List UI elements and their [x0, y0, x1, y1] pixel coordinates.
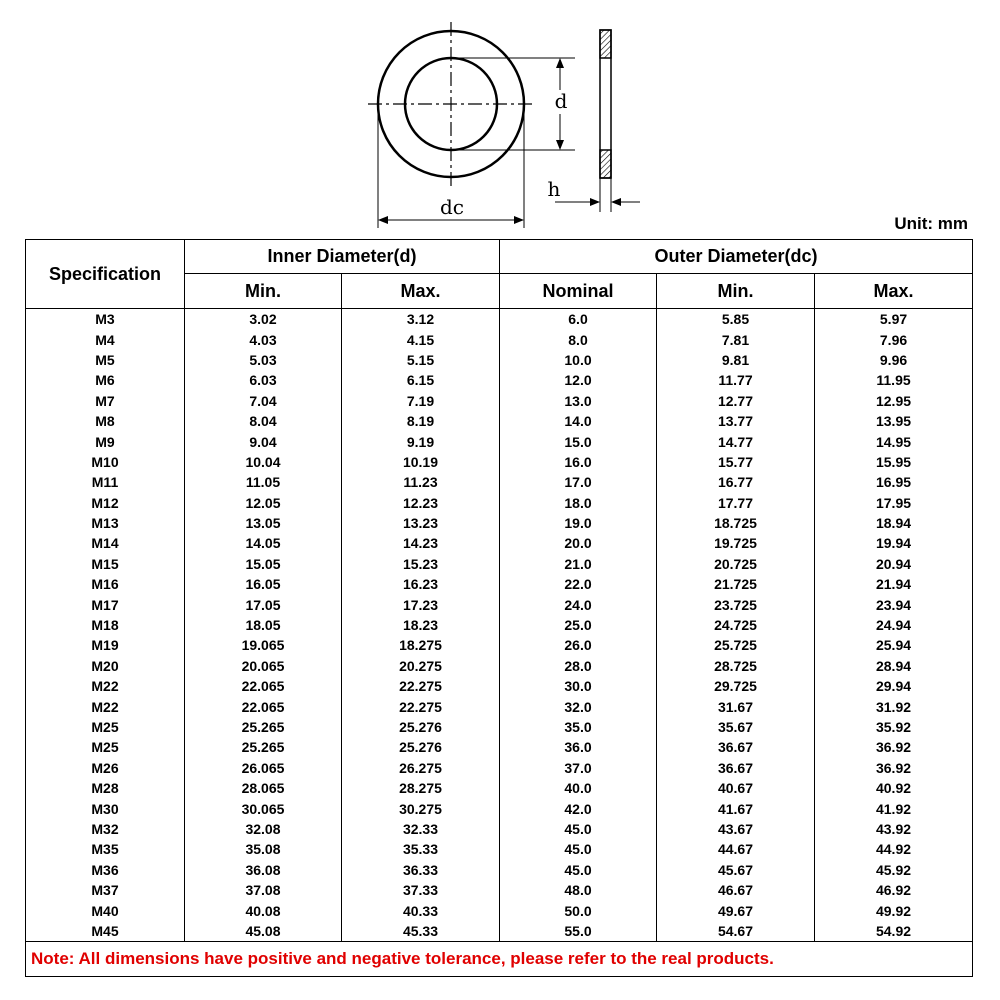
table-cell: M3 [26, 309, 185, 330]
table-cell: 17.23 [342, 594, 500, 614]
table-cell: 7.81 [657, 329, 815, 349]
table-cell: 19.0 [500, 513, 657, 533]
table-cell: 15.0 [500, 431, 657, 451]
table-cell: 16.23 [342, 574, 500, 594]
table-cell: 17.95 [815, 493, 973, 513]
table-cell: 46.92 [815, 880, 973, 900]
table-row [26, 676, 973, 696]
table-cell: 11.95 [815, 370, 973, 390]
table-cell: 18.94 [815, 513, 973, 533]
table-cell: 5.15 [342, 350, 500, 370]
inner-diameter-header: Inner Diameter(d) [185, 240, 500, 274]
table-cell: 13.77 [657, 411, 815, 431]
table-cell: 35.08 [185, 839, 342, 859]
table-cell: 3.02 [185, 309, 342, 330]
table-cell: 32.33 [342, 819, 500, 839]
table-cell: 40.08 [185, 900, 342, 920]
table-cell: 16.95 [815, 472, 973, 492]
table-cell: 41.67 [657, 798, 815, 818]
table-cell: 50.0 [500, 900, 657, 920]
table-cell: 14.23 [342, 533, 500, 553]
table-cell: M9 [26, 431, 185, 451]
table-cell: 13.23 [342, 513, 500, 533]
table-cell: 21.94 [815, 574, 973, 594]
table-cell: 14.0 [500, 411, 657, 431]
table-cell: 30.275 [342, 798, 500, 818]
table-cell: 22.065 [185, 696, 342, 716]
table-cell: 28.0 [500, 656, 657, 676]
table-cell: 40.92 [815, 778, 973, 798]
table-cell: 54.92 [815, 921, 973, 942]
table-cell: 45.08 [185, 921, 342, 942]
table-cell: M12 [26, 493, 185, 513]
table-cell: 24.0 [500, 594, 657, 614]
table-row [26, 329, 973, 349]
table-cell: 43.67 [657, 819, 815, 839]
table-cell: M26 [26, 758, 185, 778]
table-cell: 29.725 [657, 676, 815, 696]
table-cell: 40.67 [657, 778, 815, 798]
table-cell: 44.92 [815, 839, 973, 859]
inner-max-header: Max. [342, 274, 500, 309]
table-cell: 26.065 [185, 758, 342, 778]
table-cell: 44.67 [657, 839, 815, 859]
table-cell: 18.275 [342, 635, 500, 655]
table-cell: M13 [26, 513, 185, 533]
table-cell: M11 [26, 472, 185, 492]
table-cell: 15.77 [657, 452, 815, 472]
table-cell: M28 [26, 778, 185, 798]
table-cell: 13.05 [185, 513, 342, 533]
table-cell: 35.33 [342, 839, 500, 859]
outer-min-header: Min. [657, 274, 815, 309]
table-cell: 9.04 [185, 431, 342, 451]
table-cell: 9.19 [342, 431, 500, 451]
table-cell: 19.065 [185, 635, 342, 655]
d-label: d [554, 89, 568, 113]
table-cell: 25.725 [657, 635, 815, 655]
table-cell: 45.67 [657, 860, 815, 880]
table-cell: 23.94 [815, 594, 973, 614]
table-cell: 19.94 [815, 533, 973, 553]
table-cell: 55.0 [500, 921, 657, 942]
table-cell: 23.725 [657, 594, 815, 614]
table-cell: 7.04 [185, 391, 342, 411]
table-row [26, 493, 973, 513]
table-cell: 37.0 [500, 758, 657, 778]
table-cell: 28.065 [185, 778, 342, 798]
table-cell: 19.725 [657, 533, 815, 553]
table-cell: 43.92 [815, 819, 973, 839]
table-cell: 17.05 [185, 594, 342, 614]
table-cell: 22.275 [342, 696, 500, 716]
table-cell: M25 [26, 737, 185, 757]
table-cell: 37.08 [185, 880, 342, 900]
table-cell: 49.92 [815, 900, 973, 920]
table-cell: 22.065 [185, 676, 342, 696]
table-cell: 20.275 [342, 656, 500, 676]
table-row [26, 696, 973, 716]
table-cell: M17 [26, 594, 185, 614]
table-cell: M16 [26, 574, 185, 594]
table-cell: 20.065 [185, 656, 342, 676]
table-cell: 37.33 [342, 880, 500, 900]
table-cell: 32.08 [185, 819, 342, 839]
table-cell: 54.67 [657, 921, 815, 942]
table-cell: 11.23 [342, 472, 500, 492]
table-cell: 45.0 [500, 819, 657, 839]
table-cell: M37 [26, 880, 185, 900]
table-cell: M32 [26, 819, 185, 839]
table-cell: 16.77 [657, 472, 815, 492]
table-row [26, 370, 973, 390]
table-cell: 5.85 [657, 309, 815, 330]
table-cell: 8.19 [342, 411, 500, 431]
table-cell: M22 [26, 676, 185, 696]
table-cell: 16.0 [500, 452, 657, 472]
table-row [26, 860, 973, 880]
table-cell: 14.05 [185, 533, 342, 553]
table-cell: 18.05 [185, 615, 342, 635]
table-cell: 12.23 [342, 493, 500, 513]
table-cell: 36.92 [815, 737, 973, 757]
table-cell: 10.19 [342, 452, 500, 472]
table-cell: M5 [26, 350, 185, 370]
table-cell: 24.94 [815, 615, 973, 635]
table-cell: 15.95 [815, 452, 973, 472]
h-label: h [547, 177, 561, 201]
table-cell: 35.92 [815, 717, 973, 737]
table-cell: 18.23 [342, 615, 500, 635]
table-row [26, 839, 973, 859]
table-cell: M45 [26, 921, 185, 942]
table-cell: 36.92 [815, 758, 973, 778]
table-cell: 30.0 [500, 676, 657, 696]
tolerance-note: Note: All dimensions have positive and negative tolerance, please refer to the real products. [26, 942, 973, 977]
table-cell: M6 [26, 370, 185, 390]
table-cell: 28.725 [657, 656, 815, 676]
table-cell: 26.0 [500, 635, 657, 655]
table-row [26, 615, 973, 635]
table-row [26, 819, 973, 839]
table-cell: 25.265 [185, 717, 342, 737]
outer-diameter-header: Outer Diameter(dc) [500, 240, 973, 274]
table-cell: M36 [26, 860, 185, 880]
table-cell: 5.03 [185, 350, 342, 370]
table-cell: 45.33 [342, 921, 500, 942]
table-cell: 20.0 [500, 533, 657, 553]
table-cell: 7.96 [815, 329, 973, 349]
table-row [26, 472, 973, 492]
table-cell: 7.19 [342, 391, 500, 411]
washer-diagram [0, 0, 1000, 240]
table-cell: M25 [26, 717, 185, 737]
table-cell: 28.94 [815, 656, 973, 676]
table-cell: 17.77 [657, 493, 815, 513]
table-cell: 21.725 [657, 574, 815, 594]
table-row [26, 411, 973, 431]
table-row [26, 778, 973, 798]
table-cell: 29.94 [815, 676, 973, 696]
table-cell: M14 [26, 533, 185, 553]
table-cell: 25.94 [815, 635, 973, 655]
table-cell: 8.0 [500, 329, 657, 349]
table-row [26, 717, 973, 737]
table-row [26, 900, 973, 920]
table-cell: 28.275 [342, 778, 500, 798]
table-cell: 25.0 [500, 615, 657, 635]
table-row [26, 594, 973, 614]
table-cell: M7 [26, 391, 185, 411]
table-cell: 36.08 [185, 860, 342, 880]
table-cell: 16.05 [185, 574, 342, 594]
table-cell: 14.95 [815, 431, 973, 451]
table-cell: 21.0 [500, 554, 657, 574]
table-cell: 6.0 [500, 309, 657, 330]
table-cell: 42.0 [500, 798, 657, 818]
table-cell: M20 [26, 656, 185, 676]
spec-header: Specification [26, 240, 185, 309]
table-cell: 15.05 [185, 554, 342, 574]
table-cell: 25.265 [185, 737, 342, 757]
table-row [26, 880, 973, 900]
table-cell: M18 [26, 615, 185, 635]
table-row [26, 737, 973, 757]
table-cell: 6.15 [342, 370, 500, 390]
table-cell: M40 [26, 900, 185, 920]
table-cell: 40.33 [342, 900, 500, 920]
table-cell: 20.725 [657, 554, 815, 574]
table-cell: 35.0 [500, 717, 657, 737]
table-cell: 9.81 [657, 350, 815, 370]
table-cell: 12.77 [657, 391, 815, 411]
table-cell: 22.0 [500, 574, 657, 594]
table-row [26, 350, 973, 370]
table-row [26, 431, 973, 451]
table-cell: 41.92 [815, 798, 973, 818]
table-cell: 14.77 [657, 431, 815, 451]
dc-label: dc [439, 195, 465, 219]
table-row [26, 656, 973, 676]
table-cell: 18.0 [500, 493, 657, 513]
table-cell: M19 [26, 635, 185, 655]
table-cell: 18.725 [657, 513, 815, 533]
table-cell: 11.77 [657, 370, 815, 390]
table-row [26, 798, 973, 818]
table-cell: 17.0 [500, 472, 657, 492]
outer-nominal-header: Nominal [500, 274, 657, 309]
table-cell: 45.92 [815, 860, 973, 880]
table-cell: 45.0 [500, 839, 657, 859]
table-cell: 8.04 [185, 411, 342, 431]
table-cell: 9.96 [815, 350, 973, 370]
table-cell: M22 [26, 696, 185, 716]
table-cell: M15 [26, 554, 185, 574]
table-cell: 48.0 [500, 880, 657, 900]
unit-label: Unit: mm [894, 214, 968, 233]
table-cell: 25.276 [342, 717, 500, 737]
table-cell: 30.065 [185, 798, 342, 818]
table-cell: 26.275 [342, 758, 500, 778]
table-row [26, 513, 973, 533]
table-cell: M8 [26, 411, 185, 431]
table-cell: 32.0 [500, 696, 657, 716]
table-cell: 46.67 [657, 880, 815, 900]
table-cell: M10 [26, 452, 185, 472]
table-cell: 12.05 [185, 493, 342, 513]
table-cell: 22.275 [342, 676, 500, 696]
table-cell: 3.12 [342, 309, 500, 330]
spec-table [25, 239, 973, 977]
table-cell: 25.276 [342, 737, 500, 757]
table-row [26, 921, 973, 942]
table-cell: 20.94 [815, 554, 973, 574]
table-cell: 36.33 [342, 860, 500, 880]
table-cell: 15.23 [342, 554, 500, 574]
table-cell: 40.0 [500, 778, 657, 798]
table-cell: 45.0 [500, 860, 657, 880]
table-cell: 36.0 [500, 737, 657, 757]
table-cell: 31.67 [657, 696, 815, 716]
table-row [26, 391, 973, 411]
table-cell: 5.97 [815, 309, 973, 330]
table-cell: 35.67 [657, 717, 815, 737]
table-cell: 12.95 [815, 391, 973, 411]
table-cell: 36.67 [657, 737, 815, 757]
table-row [26, 309, 973, 330]
table-cell: 31.92 [815, 696, 973, 716]
table-cell: 36.67 [657, 758, 815, 778]
table-row [26, 452, 973, 472]
table-row [26, 574, 973, 594]
table-cell: 4.03 [185, 329, 342, 349]
table-row [26, 758, 973, 778]
table-cell: M30 [26, 798, 185, 818]
table-cell: 24.725 [657, 615, 815, 635]
table-cell: 12.0 [500, 370, 657, 390]
outer-max-header: Max. [815, 274, 973, 309]
table-cell: 10.0 [500, 350, 657, 370]
spec-table-body [26, 309, 973, 942]
table-cell: 10.04 [185, 452, 342, 472]
table-cell: 11.05 [185, 472, 342, 492]
table-cell: M4 [26, 329, 185, 349]
table-row [26, 533, 973, 553]
table-cell: 13.95 [815, 411, 973, 431]
table-cell: 13.0 [500, 391, 657, 411]
table-cell: 49.67 [657, 900, 815, 920]
inner-min-header: Min. [185, 274, 342, 309]
table-row [26, 554, 973, 574]
table-row [26, 635, 973, 655]
table-cell: 6.03 [185, 370, 342, 390]
table-cell: M35 [26, 839, 185, 859]
table-cell: 4.15 [342, 329, 500, 349]
